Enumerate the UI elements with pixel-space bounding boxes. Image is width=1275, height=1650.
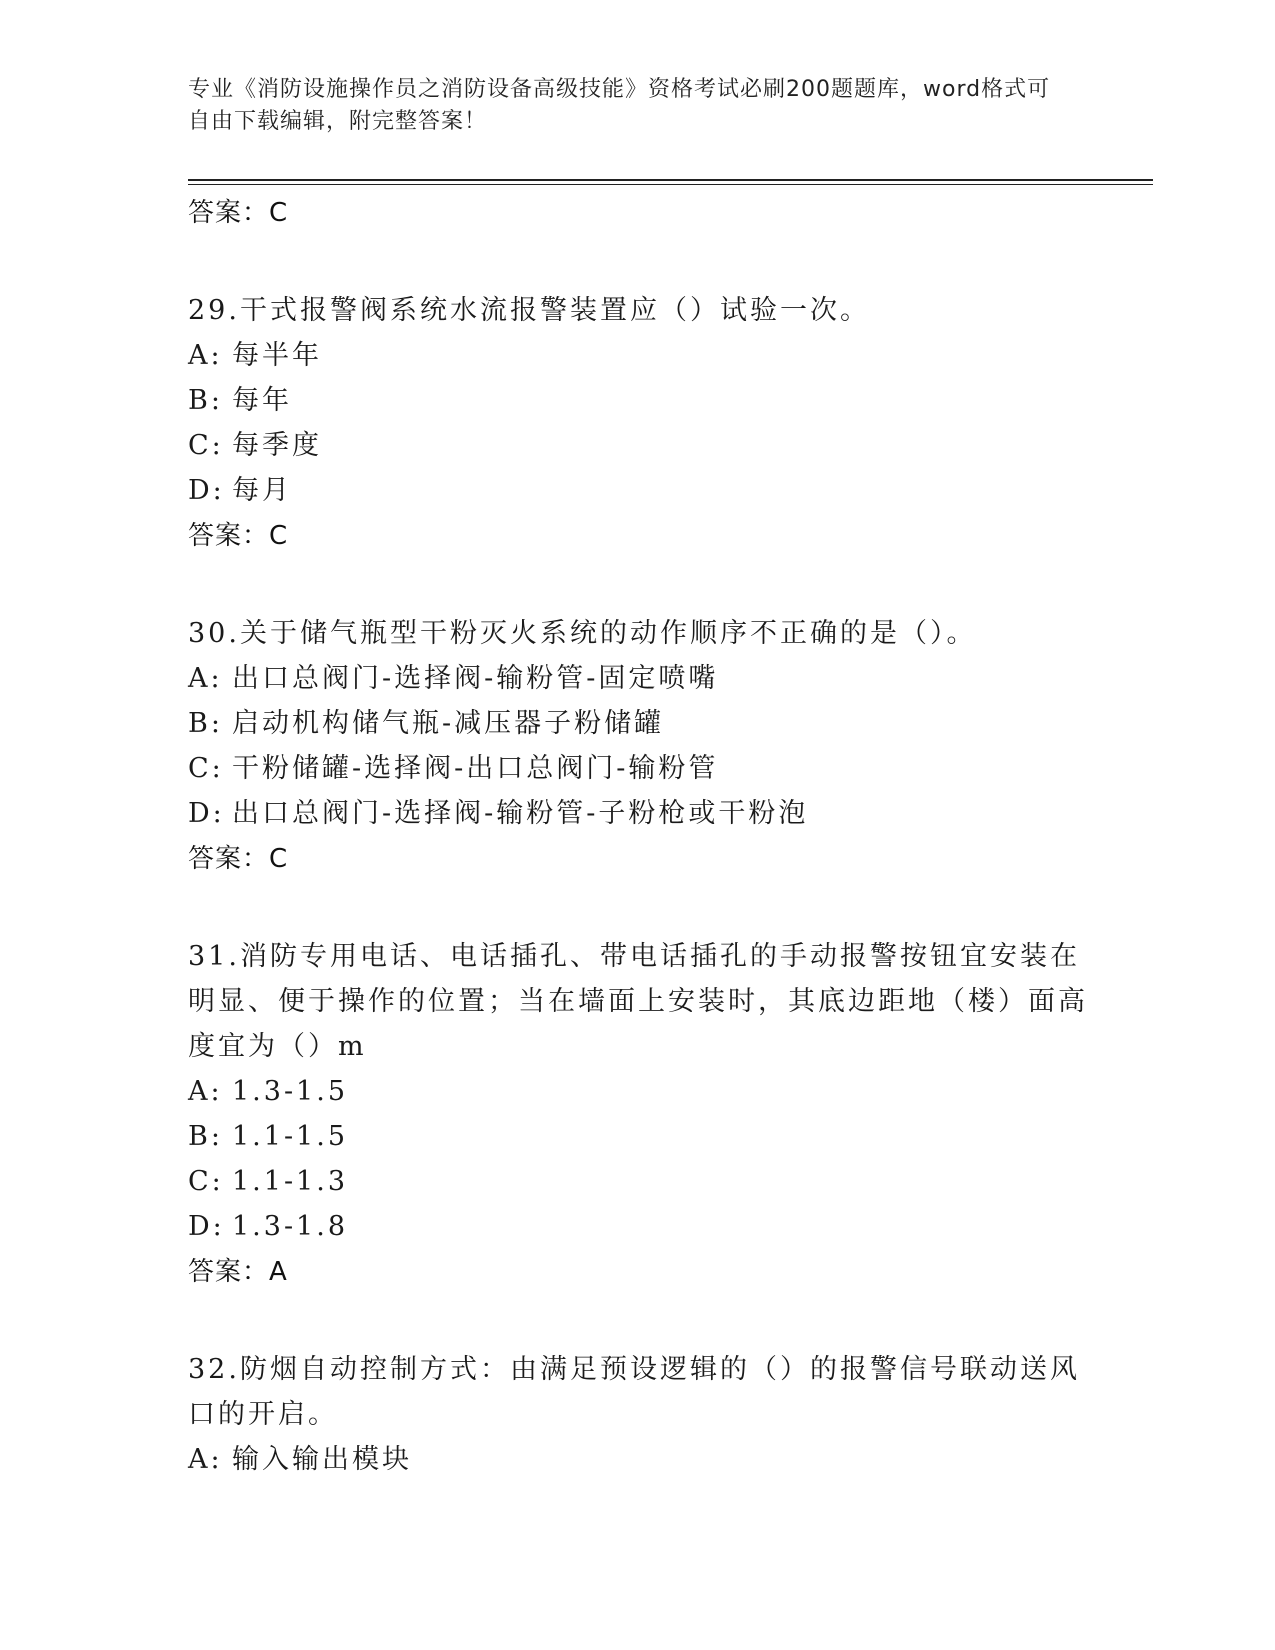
answer: 答案：C xyxy=(188,521,289,551)
option-text: 出口总阀门-选择阀-输粉管-固定喷嘴 xyxy=(232,663,719,694)
option-a xyxy=(188,1437,1088,1482)
option-c xyxy=(188,423,1088,468)
question-list xyxy=(188,190,1088,1482)
header-rule-thin xyxy=(188,184,1153,185)
option-letter: C: xyxy=(188,1166,224,1197)
option-d xyxy=(188,791,1088,836)
option-letter: A: xyxy=(188,663,223,694)
document-header: 专业《消防设施操作员之消防设备高级技能》资格考试必刷200题题库，word格式可自由下载编辑，附完整答案！ xyxy=(188,77,1051,134)
answer: 答案：C xyxy=(188,844,289,874)
option-c xyxy=(188,746,1088,791)
question-30 xyxy=(188,611,1088,882)
option-text: 每季度 xyxy=(232,430,322,461)
option-text: 出口总阀门-选择阀-输粉管-子粉枪或干粉泡 xyxy=(232,798,809,829)
option-letter: B: xyxy=(188,708,223,739)
option-letter: D: xyxy=(188,1211,225,1242)
previous-answer: 答案：C xyxy=(188,198,289,228)
option-letter: D: xyxy=(188,475,225,506)
option-d xyxy=(188,468,1088,513)
option-d xyxy=(188,1204,1088,1249)
option-letter: A: xyxy=(188,340,223,371)
option-letter: C: xyxy=(188,753,224,784)
option-b xyxy=(188,378,1088,423)
option-a xyxy=(188,333,1088,378)
option-letter: B: xyxy=(188,1121,223,1152)
option-b xyxy=(188,1114,1088,1159)
option-text: 每半年 xyxy=(232,340,322,371)
option-text: 启动机构储气瓶-减压器子粉储罐 xyxy=(232,708,665,739)
option-letter: B: xyxy=(188,385,223,416)
answer: 答案：A xyxy=(188,1257,288,1287)
question-29 xyxy=(188,288,1088,559)
option-text: 1.3-1.8 xyxy=(232,1211,349,1242)
option-text: 每月 xyxy=(232,475,292,506)
option-a xyxy=(188,656,1088,701)
option-text: 1.1-1.3 xyxy=(232,1166,349,1197)
question-stem: 29.干式报警阀系统水流报警装置应（）试验一次。 xyxy=(188,295,870,326)
option-letter: A: xyxy=(188,1444,223,1475)
option-a xyxy=(188,1069,1088,1114)
option-text: 1.1-1.5 xyxy=(232,1121,349,1152)
option-letter: D: xyxy=(188,798,225,829)
option-text: 干粉储罐-选择阀-出口总阀门-输粉管 xyxy=(232,753,719,784)
question-stem: 32.防烟自动控制方式：由满足预设逻辑的（）的报警信号联动送风口的开启。 xyxy=(188,1354,1080,1430)
option-letter: A: xyxy=(188,1076,223,1107)
question-stem: 30.关于储气瓶型干粉灭火系统的动作顺序不正确的是（）。 xyxy=(188,618,977,649)
question-31 xyxy=(188,934,1088,1295)
option-text: 1.3-1.5 xyxy=(232,1076,349,1107)
option-letter: C: xyxy=(188,430,224,461)
option-c xyxy=(188,1159,1088,1204)
header-rule xyxy=(188,179,1153,181)
question-stem: 31.消防专用电话、电话插孔、带电话插孔的手动报警按钮宜安装在明显、便于操作的位置；当在墙面上安装时，其底边距地（楼）面高度宜为（）m xyxy=(188,941,1088,1062)
option-text: 输入输出模块 xyxy=(232,1444,412,1475)
question-32 xyxy=(188,1347,1088,1482)
option-text: 每年 xyxy=(232,385,292,416)
option-b xyxy=(188,701,1088,746)
